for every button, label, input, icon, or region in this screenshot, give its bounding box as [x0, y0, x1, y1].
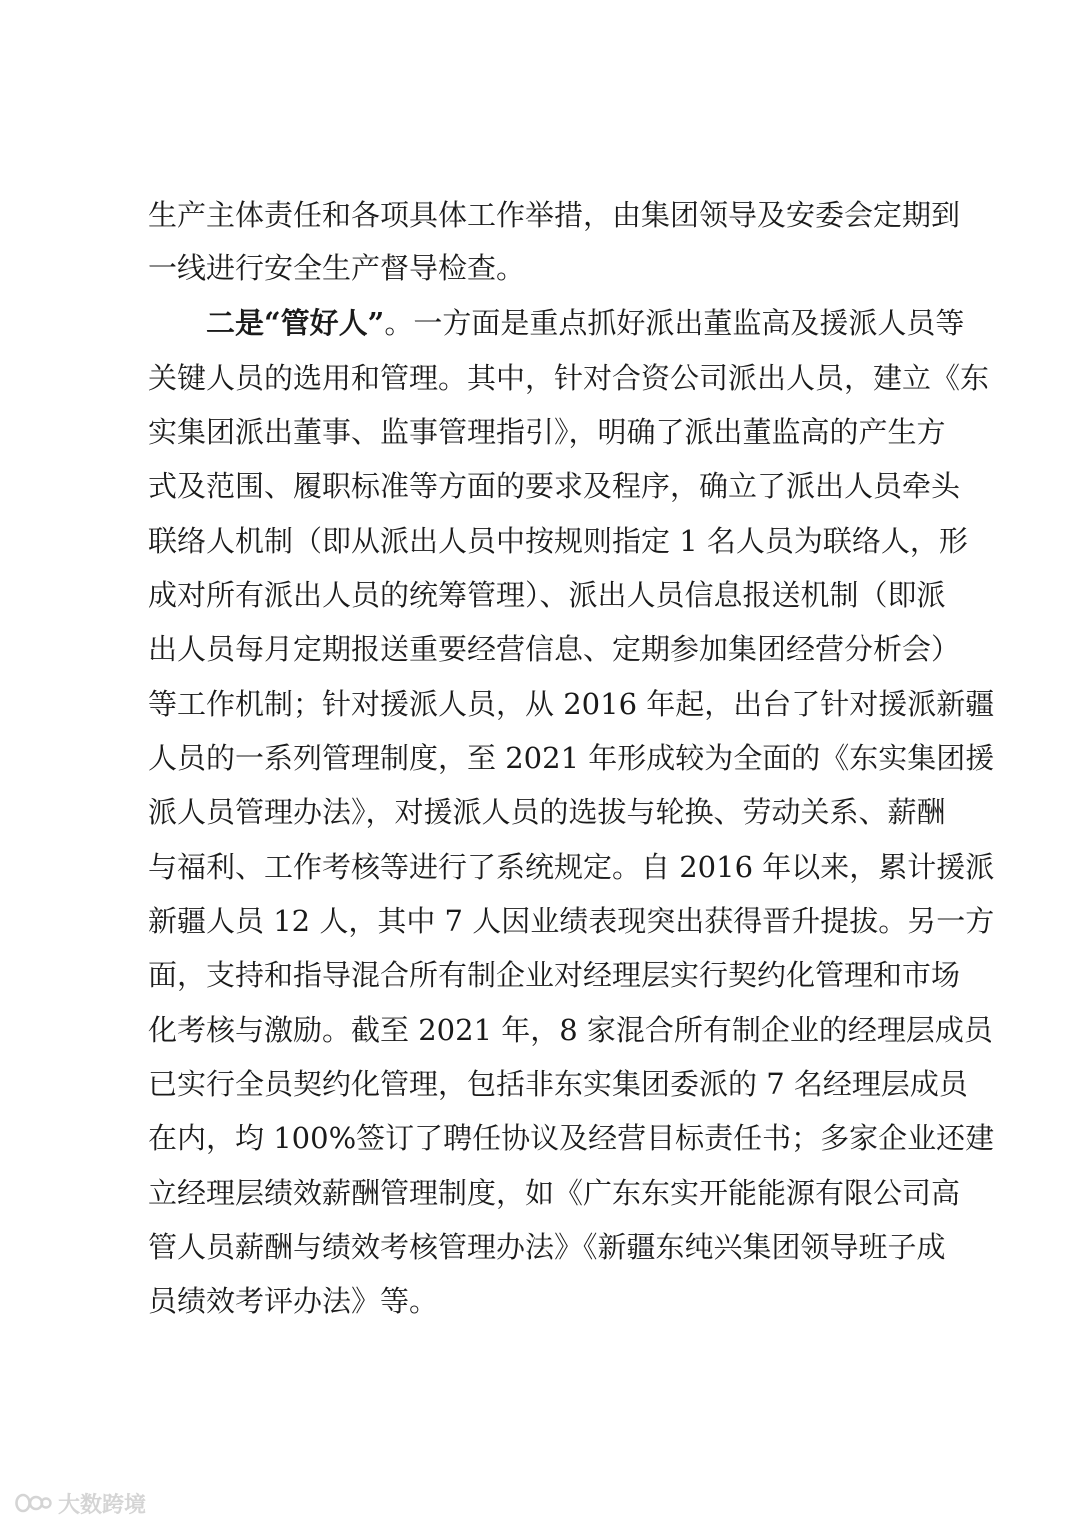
paragraph-2-line: 员绩效考评办法》等。 [148, 1284, 439, 1318]
paragraph-2-line: 化考核与激励。截至 2021 年，8 家混合所有制企业的经理层成员 [148, 1013, 993, 1047]
paragraph-1-line: 一线进行安全生产督导检查。 [148, 251, 526, 285]
paragraph-2-line: 派人员管理办法》，对援派人员的选拔与轮换、劳动关系、薪酬 [148, 795, 946, 829]
paragraph-2-line: 面，支持和指导混合所有制企业对经理层实行契约化管理和市场 [148, 958, 961, 992]
paragraph-2-line: 管人员薪酬与绩效考核管理办法》《新疆东纯兴集团领导班子成 [148, 1230, 946, 1264]
watermark-logo-icon [14, 1491, 52, 1515]
paragraph-2-line: 已实行全员契约化管理，包括非东实集团委派的 7 名经理层成员 [148, 1067, 968, 1101]
paragraph-2-line: 出人员每月定期报送重要经营信息、定期参加集团经营分析会） [148, 632, 961, 666]
paragraph-2-line: 等工作机制；针对援派人员，从 2016 年起，出台了针对援派新疆 [148, 687, 995, 721]
paragraph-2-line: 实集团派出董事、监事管理指引》，明确了派出董监高的产生方 [148, 415, 946, 449]
paragraph-2-line: 立经理层绩效薪酬管理制度，如《广东东实开能能源有限公司高 [148, 1176, 961, 1210]
paragraph-2-first-line-text: 。一方面是重点抓好派出董监高及援派人员等 [384, 306, 965, 340]
paragraph-2-line: 人员的一系列管理制度，至 2021 年形成较为全面的《东实集团援 [148, 741, 995, 775]
paragraph-2-line: 成对所有派出人员的统筹管理）、派出人员信息报送机制（即派 [148, 578, 946, 612]
paragraph-1-line: 生产主体责任和各项具体工作举措，由集团领导及安委会定期到 [148, 198, 961, 232]
watermark [14, 1488, 146, 1518]
paragraph-2-line: 在内，均 100%签订了聘任协议及经营目标责任书；多家企业还建 [148, 1121, 995, 1155]
paragraph-2-heading: 二是“管好人” [206, 306, 385, 340]
paragraph-2-line: 关键人员的选用和管理。其中，针对合资公司派出人员，建立《东 [148, 361, 990, 395]
paragraph-2-line: 联络人机制（即从派出人员中按规则指定 1 名人员为联络人，形 [148, 524, 968, 558]
paragraph-2-line: 式及范围、履职标准等方面的要求及程序，确立了派出人员牵头 [148, 469, 961, 503]
paragraph-2-line: 新疆人员 12 人，其中 7 人因业绩表现突出获得晋升提拔。另一方 [148, 904, 995, 938]
paragraph-2-first-line [206, 301, 965, 345]
paragraph-2-line: 与福利、工作考核等进行了系统规定。自 2016 年以来，累计援派 [148, 850, 995, 884]
watermark-text: 大数跨境 [58, 1492, 147, 1518]
